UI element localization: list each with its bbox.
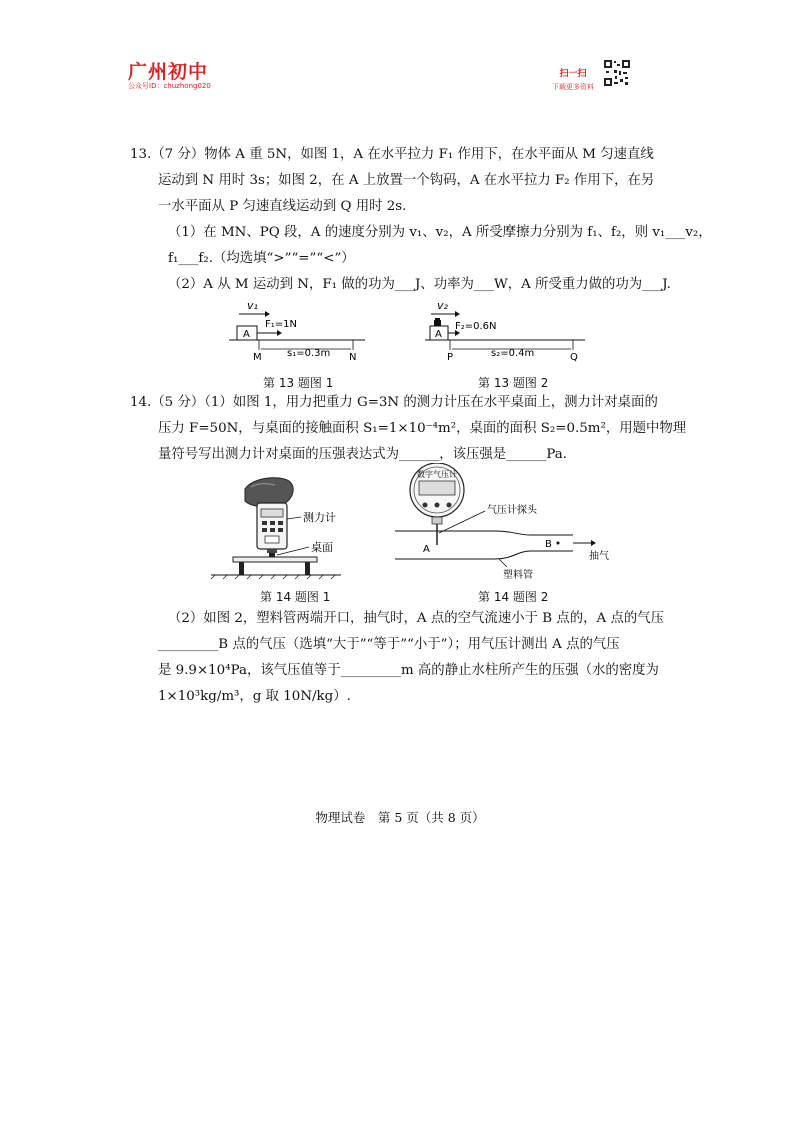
tube-top-wall (395, 531, 573, 535)
fig13-2-point-q: Q (570, 352, 578, 363)
desk-top (233, 557, 317, 562)
point-b-label: B (545, 539, 552, 550)
fig14-1-diagram (205, 475, 375, 580)
pump-label: 抽气 (589, 551, 609, 562)
force-meter-label: 测力计 (303, 511, 336, 524)
fig13-2-point-p: P (447, 352, 454, 363)
scan-prompt (552, 66, 594, 92)
q13-line-3: 一水平面从 P 匀速直线运动到 Q 用时 2s. (158, 199, 407, 214)
desk-label: 桌面 (311, 541, 333, 554)
fig13-1-diagram (225, 298, 375, 366)
fig13-2-velocity-label: v₂ (437, 299, 448, 312)
fig13-2-block-label: A (435, 329, 442, 340)
brand-subtitle: 公众号ID：chuzhong020 (128, 82, 211, 90)
point-a-label: A (423, 544, 430, 555)
fig13-1-block-label: A (243, 329, 250, 340)
fig14-1-caption: 第 14 题图 1 (260, 590, 331, 604)
q13-line-1: 13.（7 分）物体 A 重 5N，如图 1，A 在水平拉力 F₁ 作用下，在水平面从 M 匀速直线 (130, 147, 654, 162)
brand-name: 广州初中 (128, 61, 209, 83)
fig13-1-distance-label: s₁=0.3m (287, 348, 331, 359)
brand-logo (128, 62, 211, 91)
fig13-2-caption: 第 13 题图 2 (478, 376, 549, 390)
fig13-1-caption: 第 13 题图 1 (263, 376, 334, 390)
q14-line-3: 量符号写出测力计对桌面的压强表达式为______，该压强是______Pa. (158, 447, 567, 462)
q14-line-7: 1×10³kg/m³，g 取 10N/kg）. (158, 689, 351, 704)
qr-code-icon (604, 60, 630, 86)
tube-bottom-wall (395, 551, 573, 559)
fig14-2-diagram (395, 463, 630, 583)
q13-line-2: 运动到 N 用时 3s；如图 2，在 A 上放置一个钩码，A 在水平拉力 F₂ 作用下，在另 (158, 173, 655, 188)
fig13-1-point-m: M (253, 352, 262, 363)
q14-line-5: _________B 点的气压（选填“大于”“等于”“小于”）；用气压计测出 A 点的气压 (158, 637, 620, 652)
gauge-title: 数字气压计 (417, 470, 457, 479)
probe-label: 气压计探头 (487, 505, 537, 516)
q14-line-4: （2）如图 2，塑料管两端开口，抽气时，A 点的空气流速小于 B 点的，A 点的气压 (168, 611, 664, 626)
scan-sub-label: 下载更多资料 (552, 83, 594, 91)
q13-line-5: f₁___f₂.（均选填“>”“=”“<”） (168, 251, 355, 266)
fig13-2-force-label: F₂=0.6N (455, 321, 497, 332)
page-footer: 物理试卷 第 5 页（共 8 页） (315, 810, 485, 825)
q14-line-2: 压力 F=50N，与桌面的接触面积 S₁=1×10⁻⁴m²，桌面的面积 S₂=0.5m²，用题中物理 (158, 421, 687, 436)
q14-line-6: 是 9.9×10⁴Pa，该气压值等于_________m 高的静止水柱所产生的压强（水的密度为 (158, 663, 659, 678)
q13-line-6: （2）A 从 M 运动到 N，F₁ 做的功为___J、功率为___W，A 所受重力做的功为___J. (168, 277, 671, 292)
tube-label: 塑料管 (503, 570, 533, 581)
fig14-2-caption: 第 14 题图 2 (478, 590, 549, 604)
scan-label: 扫一扫 (559, 69, 587, 79)
q14-line-1: 14.（5 分）（1）如图 1，用力把重力 G=3N 的测力计压在水平桌面上，测力计对桌面的 (130, 395, 658, 410)
fig13-2-distance-label: s₂=0.4m (491, 348, 535, 359)
fig13-2-weight (434, 320, 441, 326)
q13-line-4: （1）在 MN、PQ 段，A 的速度分别为 v₁、v₂，A 所受摩擦力分别为 f₁、f₂，则 v₁___v₂， (168, 225, 712, 240)
fig13-2-diagram (425, 298, 590, 366)
fig13-1-velocity-label: v₁ (247, 299, 258, 312)
fig13-1-force-label: F₁=1N (265, 319, 297, 330)
fig13-1-point-n: N (349, 352, 357, 363)
